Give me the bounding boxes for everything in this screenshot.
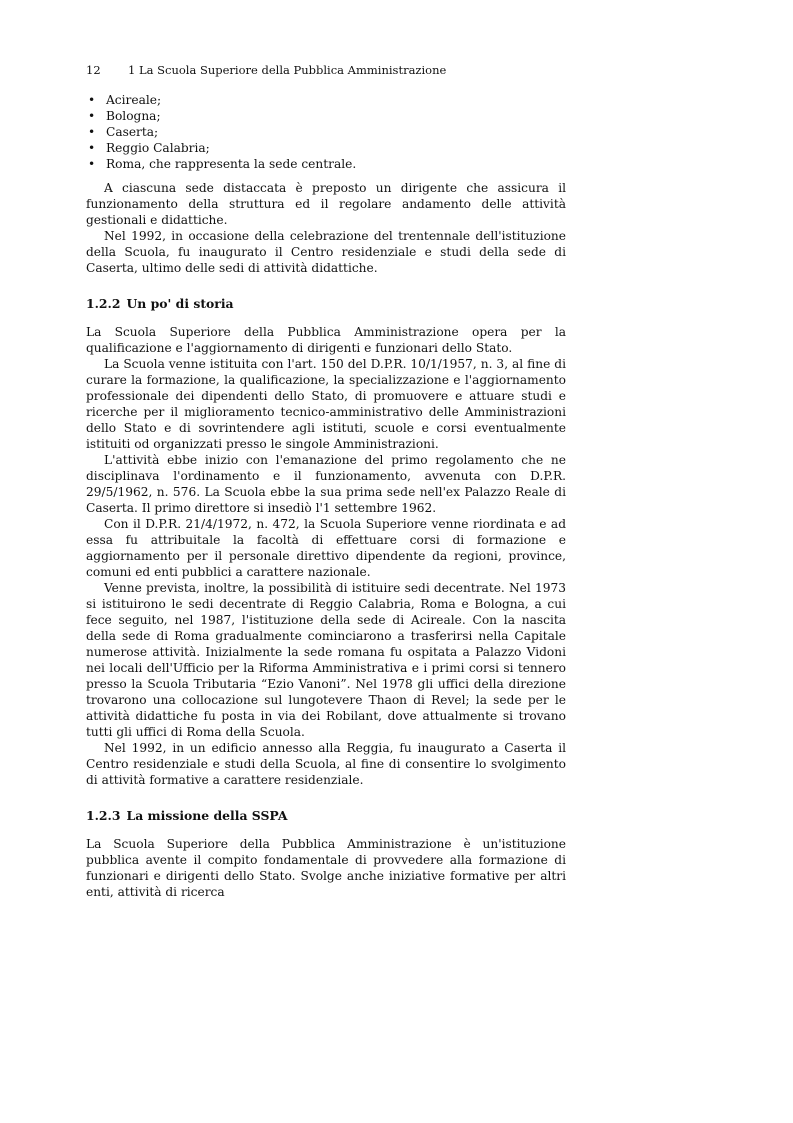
list-item: • Reggio Calabria;: [88, 141, 210, 155]
section-number: 1.2.2: [86, 296, 121, 311]
paragraph: Nel 1992, in un edificio annesso alla Reggia, fu inaugurato a Caserta il Centro residenziale e studi della Scuola, al fine di consentire lo svolgimento di attività formative a carattere residenziale.: [86, 741, 566, 787]
paragraph: Venne prevista, inoltre, la possibilità di istituire sedi decentrate. Nel 1973 si istituirono le sedi decentrate di Reggio Calabria, Roma e Bologna, a cui fece seguito, nel 1987, l'istituzione della sede di Acireale. Con la nascita della sede di Roma gradualmente cominciarono a trasferirsi nella Capitale numerose attività. Inizialmente la sede romana fu ospitata a Palazzo Vidoni nei locali dell'Ufficio per la Riforma Amministrativa e i primi corsi si tennero presso la Scuola Tributaria “Ezio Vanoni”. Nel 1978 gli uffici della direzione trovarono una collocazione sul lungotevere Thaon di Revel; la sede per le attività didattiche fu posta in via dei Robilant, dove attualmente si trovano tutti gli uffici di Roma della Scuola.: [86, 581, 566, 739]
paragraph: L'attività ebbe inizio con l'emanazione del primo regolamento che ne disciplinava l'ordinamento e il funzionamento, avvenuta con D.P.R. 29/5/1962, n. 576. La Scuola ebbe la sua prima sede nell'ex Palazzo Reale di Caserta. Il primo direttore si insediò l'1 settembre 1962.: [86, 453, 566, 515]
section-heading-missione: [86, 808, 566, 824]
bullet-icon: •: [88, 141, 96, 155]
paragraph: Nel 1992, in occasione della celebrazione del trentennale dell'istituzione della Scuola, fu inaugurato il Centro residenziale e studi della sede di Caserta, ultimo delle sedi di attività didattiche.: [86, 229, 566, 275]
page: [86, 62, 566, 900]
list-item: • Roma, che rappresenta la sede centrale.: [88, 157, 357, 171]
paragraph: Con il D.P.R. 21/4/1972, n. 472, la Scuola Superiore venne riordinata e ad essa fu attribuitale la facoltà di effettuare corsi di formazione e aggiornamento per il personale direttivo dipendente da regioni, province, comuni ed enti pubblici a carattere nazionale.: [86, 517, 566, 579]
bullet-icon: •: [88, 109, 96, 123]
section-heading-storia: [86, 296, 566, 312]
chapter-title: 1 La Scuola Superiore della Pubblica Amministrazione: [128, 63, 447, 77]
running-head: [86, 62, 566, 78]
sede-list: [86, 92, 566, 172]
paragraph: La Scuola Superiore della Pubblica Amministrazione opera per la qualificazione e l'aggiornamento di dirigenti e funzionari dello Stato.: [86, 325, 566, 355]
bullet-icon: •: [88, 125, 96, 139]
paragraph: La Scuola venne istituita con l'art. 150 del D.P.R. 10/1/1957, n. 3, al fine di curare la formazione, la qualificazione, la specializzazione e l'aggiornamento professionale dei dipendenti dello Stato, di promuovere e attuare studi e ricerche per il miglioramento tecnico-amministrativo delle Amministrazioni dello Stato e di sovrintendere agli istituti, scuole e corsi eventualmente istituiti od organizzati presso le singole Amministrazioni.: [86, 357, 566, 451]
list-item: • Bologna;: [88, 109, 161, 123]
list-item: • Caserta;: [88, 125, 159, 139]
bullet-icon: •: [88, 93, 96, 107]
section-title: Un po' di storia: [126, 296, 234, 311]
paragraph: La Scuola Superiore della Pubblica Amministrazione è un'istituzione pubblica avente il compito fondamentale di provvedere alla formazione di funzionari e dirigenti dello Stato. Svolge anche iniziative formative per altri enti, attività di ricerca: [86, 837, 566, 899]
list-item: • Acireale;: [88, 93, 162, 107]
bullet-icon: •: [88, 157, 96, 171]
page-number: 12: [86, 63, 101, 77]
section-number: 1.2.3: [86, 808, 121, 823]
paragraph: A ciascuna sede distaccata è preposto un dirigente che assicura il funzionamento della struttura ed il regolare andamento delle attività gestionali e didattiche.: [86, 181, 566, 227]
section-title: La missione della SSPA: [126, 808, 288, 823]
